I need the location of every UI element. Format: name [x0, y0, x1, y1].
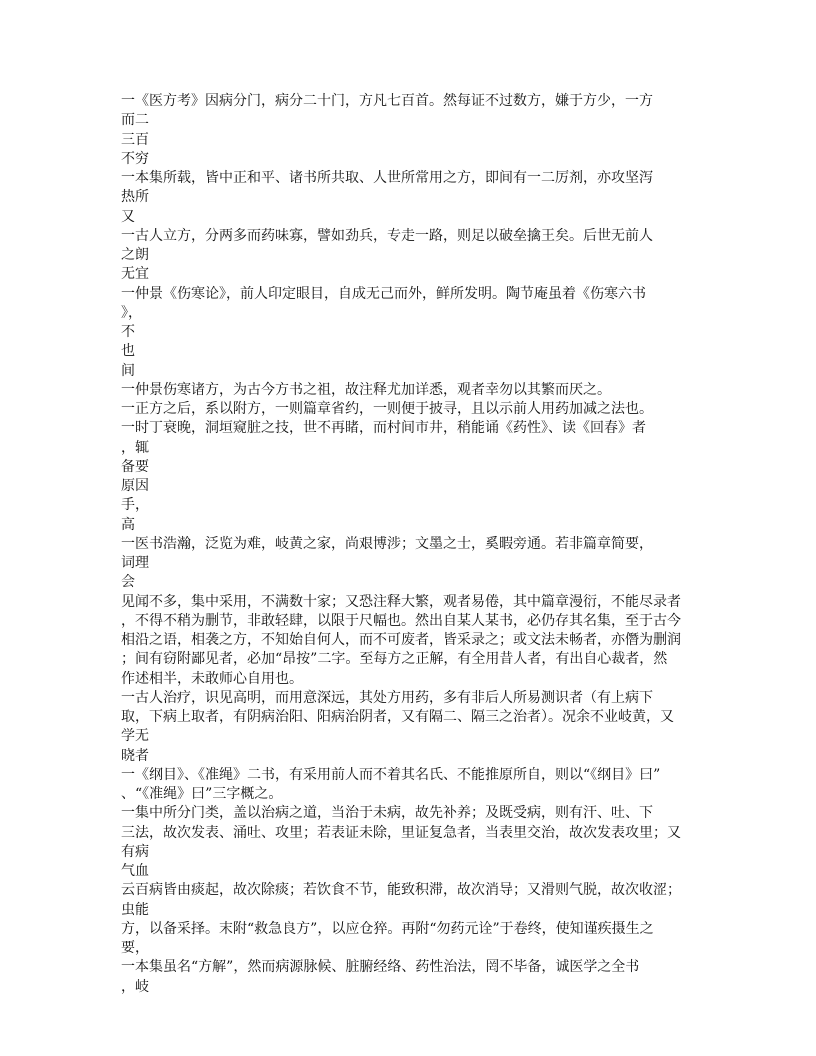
text-line: 一古人治疗，识见高明，而用意深远，其处方用药，多有非后人所易测识者（有上病下 — [121, 689, 653, 706]
text-line: 作述相半，未敢师心自用也。 — [121, 670, 303, 687]
text-line: 也 — [121, 343, 135, 360]
text-line: 一仲景伤寒诸方，为古今方书之祖，故注释尤加详悉，观者幸勿以其繁而厌之。 — [121, 381, 611, 398]
text-line: 三法，故次发表、涌吐、攻里；若表证未除，里证复急者，当表里交治，故次发表攻里；又 — [121, 824, 681, 841]
text-line: ；间有窃附鄙见者，必加“昂按”二字。至每方之正解，有全用昔人者，有出自心裁者，然 — [121, 651, 668, 668]
text-line: 一仲景《伤寒论》，前人印定眼目，自成无己而外，鲜所发明。陶节庵虽着《伤寒六书 — [121, 285, 646, 302]
text-line: 一《医方考》因病分门，病分二十门，方凡七百首。然每证不过数方，嫌于方少，一方 — [121, 93, 653, 109]
text-line: 备要 — [121, 458, 149, 475]
text-line: 热所 — [121, 189, 149, 206]
text-line: 一正方之后，系以附方，一则篇章省约，一则便于披寻，且以示前人用药加减之法也。 — [121, 401, 653, 417]
text-line: ，不得不稍为删节，非敢轻肆，以限于尺幅也。然出自某人某书，必仍存其名集，至于古今 — [121, 612, 681, 629]
text-line: 云百病皆由痰起，故次除痰；若饮食不节，能致积滞，故次消导；又滑则气脱，故次收涩； — [121, 882, 681, 899]
text-line: 一本集所载，皆中正和平、诸书所共取、人世所常用之方，即间有一二厉剂，亦攻坚泻 — [121, 170, 653, 186]
text-line: ，岐 — [121, 978, 149, 995]
text-line: 三百 — [121, 131, 149, 148]
text-line: 高 — [121, 516, 135, 533]
text-line: 学无 — [121, 728, 149, 745]
text-line: 手， — [121, 497, 149, 514]
text-line: 取，下病上取者，有阴病治阳、阳病治阴者，又有隔二、隔三之治者）。况余不业岐黄，又 — [121, 709, 674, 725]
text-line: ，辄 — [121, 439, 149, 456]
text-line: 又 — [121, 208, 135, 225]
text-line: 方，以备采择。末附“救急良方”，以应仓猝。再附“勿药元诠”于卷终，使知谨疾摄生之 — [121, 920, 654, 937]
text-line: 》， — [121, 304, 142, 321]
text-line: 会 — [121, 574, 135, 591]
text-line: 一古人立方，分两多而药味寡，譬如劲兵，专走一路，则足以破垒擒王矣。后世无前人 — [121, 227, 653, 244]
text-line: 而二 — [121, 112, 149, 129]
text-line: 词理 — [121, 555, 149, 571]
text-line: 一医书浩瀚，泛览为难，岐黄之家，尚艰博涉；文墨之士，奚暇旁通。若非篇章简要， — [121, 535, 653, 552]
text-line: 一集中所分门类，盖以治病之道，当治于未病，故先补养；及既受病，则有汗、吐、下 — [121, 805, 653, 822]
text-line: 要， — [121, 940, 149, 956]
text-line: 间 — [121, 362, 135, 379]
text-line: 一《纲目》、《准绳》二书，有采用前人而不着其名氏、不能推原所自，则以“《纲目》曰” — [121, 766, 661, 783]
text-line: 见闻不多，集中采用，不满数十家；又恐注释大繁，观者易倦，其中篇章漫衍，不能尽录者 — [121, 593, 681, 610]
text-line: 气血 — [121, 863, 149, 879]
text-line: 不穷 — [121, 150, 149, 167]
text-line: 有病 — [121, 843, 149, 860]
text-line: 无宜 — [121, 266, 149, 283]
text-line: 不 — [121, 324, 135, 340]
text-line: 原因 — [121, 478, 149, 494]
text-line: 一时丁衰晚，洞垣窥脏之技，世不再睹，而村间市井，稍能诵《药性》、读《回春》者 — [121, 420, 646, 437]
text-line: 晓者 — [121, 747, 149, 764]
text-line: 相沿之语，相袭之方，不知始自何人，而不可废者，皆采录之；或文法未畅者，亦僭为删润 — [121, 632, 681, 648]
text-block — [121, 92, 691, 997]
text-line: 虫能 — [121, 901, 149, 918]
text-line: 一本集虽名“方解”，然而病源脉候、脏腑经络、药性治法，罔不毕备，诚医学之全书 — [121, 959, 640, 976]
text-line: 之朗 — [121, 247, 149, 263]
text-line: 、“《准绳》曰”三字概之。 — [121, 786, 283, 802]
